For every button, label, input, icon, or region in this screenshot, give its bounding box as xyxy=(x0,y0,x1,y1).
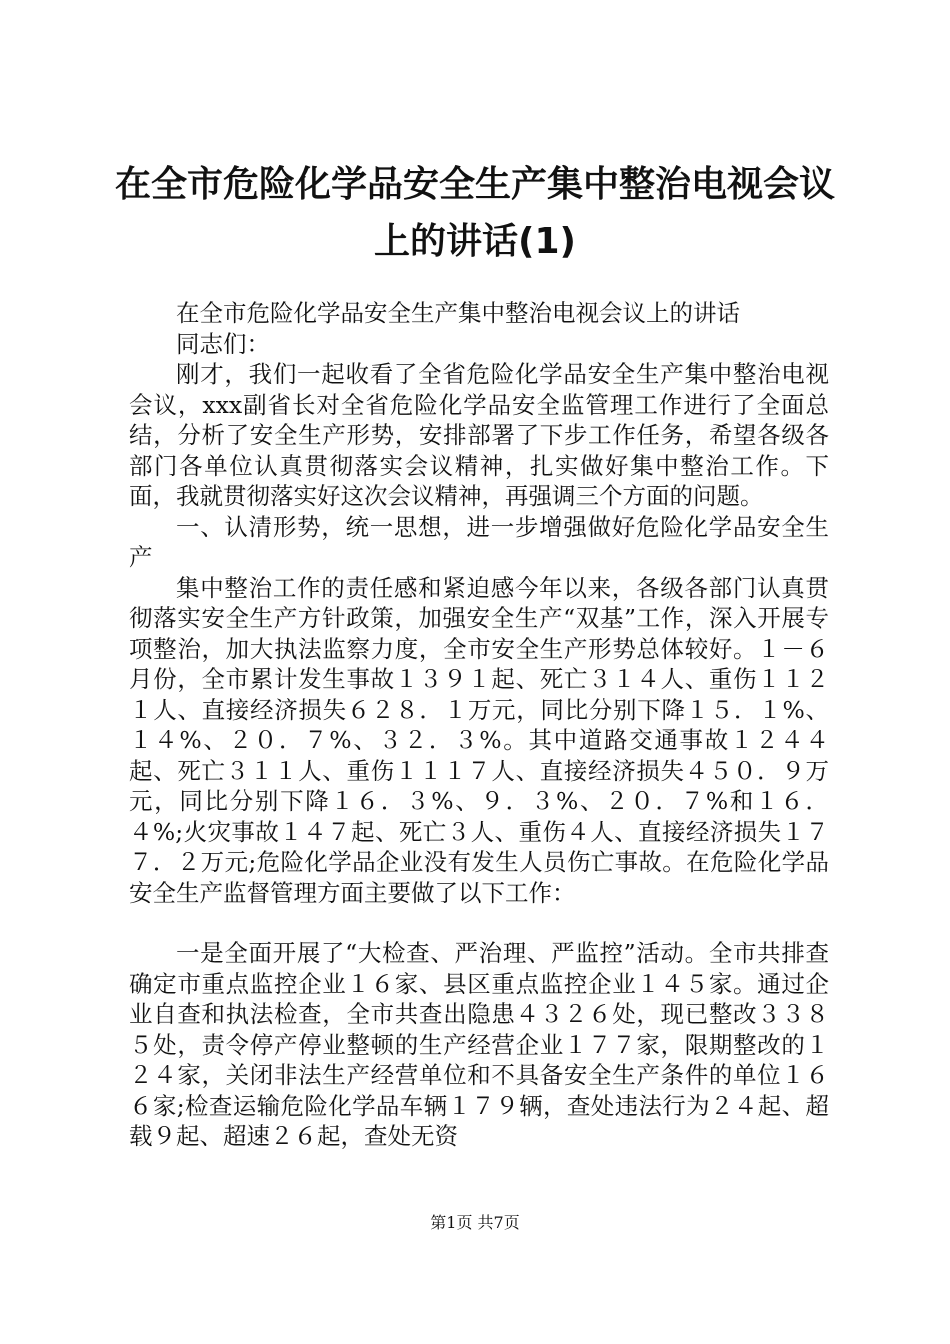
body-paragraph: 一是全面开展了“大检查、严治理、严监控”活动。全市共排查确定市重点监控企业１６家、县区重点监控企业１４５家。通过企业自查和执法检查，全市共查出隐患４３２６处，现已整改３３８５处，责令停产停业整顿的生产经营企业１７７家，限期整改的１２４家，关闭非法生产经营单位和不具备安全生产条件的单位１６６家;检查运输危险化学品车辆１７９辆，查处违法行为２４起、超载９起、超速２６起，查处无资 xyxy=(129,939,829,1150)
salutation-paragraph: 同志们： xyxy=(176,329,270,358)
page-footer: 第1页 共7页 xyxy=(430,1213,520,1232)
document-title-line-2: 上的讲话(1) xyxy=(374,221,576,262)
paragraph-gap xyxy=(129,908,829,938)
body-paragraph: 集中整治工作的责任感和紧迫感今年以来，各级各部门认真贯彻落实安全生产方针政策，加强安全生产“双基”工作，深入开展专项整治，加大执法监察力度，全市安全生产形势总体较好。１－６月份，全市累计发生事故１３９１起、死亡３１４人、重伤１１２１人、直接经济损失６２８．１万元，同比分别下降１５．１%、１４%、２０．７%、３２．３%。其中道路交通事故１２４４起、死亡３１１人、重伤１１１７人、直接经济损失４５０．９万元，同比分别下降１６．３%、９．３%、２０．７%和１６．４%;火灾事故１４７起、死亡３人、重伤４人、直接经济损失１７７．２万元;危险化学品企业没有发生人员伤亡事故。在危险化学品安全生产监督管理方面主要做了以下工作： xyxy=(129,573,829,907)
body-paragraph: 刚才，我们一起收看了全省危险化学品安全生产集中整治电视会议，xxx副省长对全省危险化学品安全监管理工作进行了全面总结，分析了安全生产形势，安排部署了下步工作任务，希望各级各部门各单位认真贯彻落实会议精神，扎实做好集中整治工作。下面，我就贯彻落实好这次会议精神，再强调三个方面的问题。 xyxy=(129,360,829,510)
section-heading-paragraph: 一、认清形势，统一思想，进一步增强做好危险化学品安全生产 xyxy=(129,512,829,571)
subtitle-paragraph: 在全市危险化学品安全生产集中整治电视会议上的讲话 xyxy=(176,299,740,327)
document-body xyxy=(129,298,829,1152)
document-title-line-1: 在全市危险化学品安全生产集中整治电视会议 xyxy=(114,164,835,205)
